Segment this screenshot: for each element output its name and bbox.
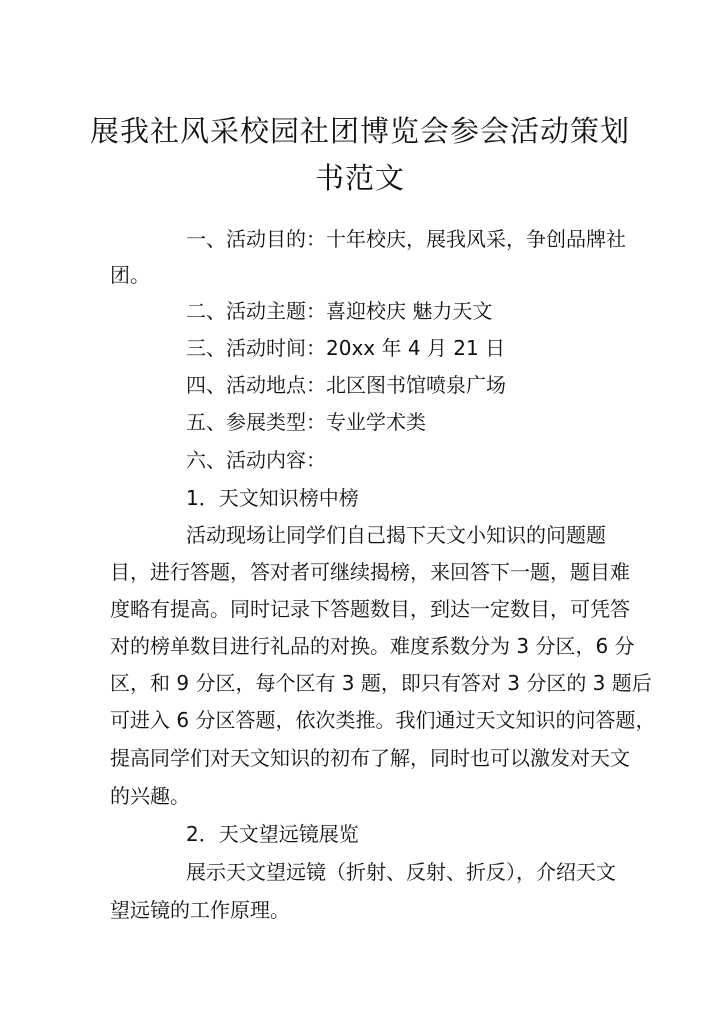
paragraph-line: 三、活动时间：20xx 年 4 月 21 日: [186, 336, 506, 360]
paragraph-line: 2．天文望远镜展览: [186, 822, 359, 846]
paragraph-line: 团。: [110, 263, 150, 287]
paragraph-line: 展示天文望远镜（折射、反射、折反），介绍天文: [186, 860, 616, 884]
document-title-line-2: 书范文: [314, 161, 405, 195]
paragraph-line: 一、活动目的：十年校庆，展我风采，争创品牌社: [186, 227, 626, 251]
paragraph-line: 对的榜单数目进行礼品的对换。难度系数分为 3 分区，6 分: [110, 634, 635, 658]
paragraph-line: 二、活动主题：喜迎校庆 魅力天文: [186, 299, 493, 323]
paragraph-line: 五、参展类型：专业学术类: [186, 410, 426, 434]
paragraph-line: 可进入 6 分区答题，依次类推。我们通过天文知识的问答题，: [110, 708, 656, 732]
paragraph-line: 望远镜的工作原理。: [110, 898, 290, 922]
paragraph-line: 活动现场让同学们自己揭下天文小知识的问题题: [186, 523, 606, 547]
paragraph-line: 四、活动地点：北区图书馆喷泉广场: [186, 373, 506, 397]
paragraph-line: 目，进行答题，答对者可继续揭榜，来回答下一题，题目难: [110, 560, 630, 584]
paragraph-line: 1．天文知识榜中榜: [186, 486, 359, 510]
document-title-line-1: 展我社风采校园社团博览会参会活动策划: [89, 114, 630, 148]
paragraph-line: 的兴趣。: [110, 784, 190, 808]
paragraph-line: 度略有提高。同时记录下答题数目，到达一定数目，可凭答: [110, 597, 630, 621]
paragraph-line: 区，和 9 分区，每个区有 3 题，即只有答对 3 分区的 3 题后: [110, 671, 652, 695]
paragraph-line: 六、活动内容：: [186, 448, 326, 472]
paragraph-line: 提高同学们对天文知识的初布了解，同时也可以激发对天文: [110, 746, 630, 770]
